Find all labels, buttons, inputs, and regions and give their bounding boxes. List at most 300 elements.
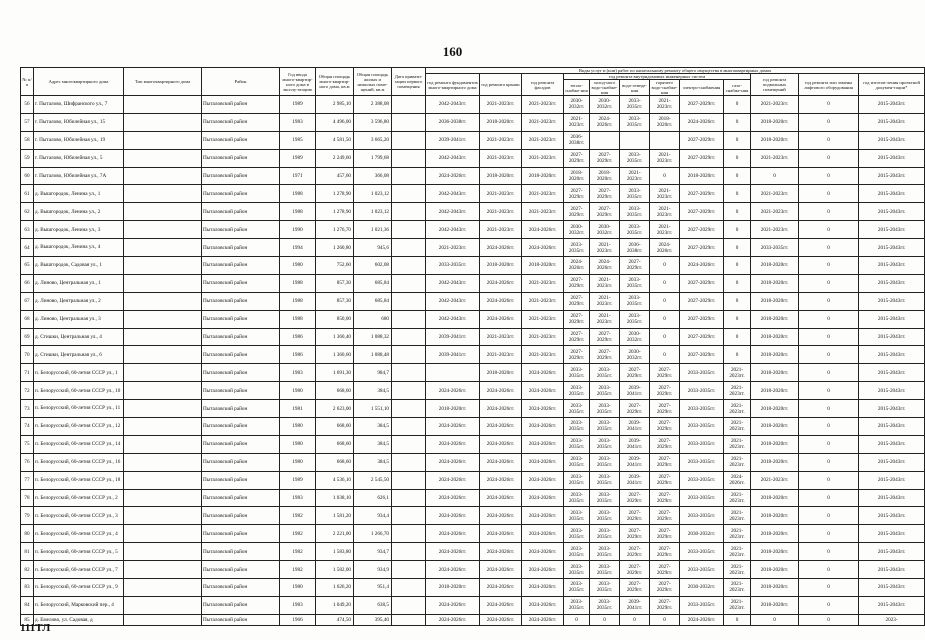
cell-year: 1983 <box>280 113 316 131</box>
cell-num: 79 <box>21 507 34 525</box>
cell-num: 70 <box>21 346 34 364</box>
cell-roof: 2024-2026гг. <box>480 274 522 292</box>
cell-foundation: 2024-2026гг. <box>426 167 480 185</box>
cell-basement: 2021-2023гг. <box>751 185 799 203</box>
cell-living-area: 638,5 <box>354 596 392 614</box>
cell-facade: 2021-2023гг. <box>522 203 564 221</box>
cell-type <box>124 346 202 364</box>
cell-heating: 2033-2035гг. <box>564 579 590 597</box>
cell-cold-water: 2021-2023гг. <box>590 239 620 257</box>
cell-heating: 2027-2029гг. <box>564 346 590 364</box>
cell-privatization <box>392 328 426 346</box>
cell-roof: 2024-2026гг. <box>480 310 522 328</box>
cell-cold-water: 2021-2023гг. <box>590 292 620 310</box>
header-living-area: Общая площадь жилых и нежилых поме-щений, кв.м <box>354 68 392 96</box>
cell-design-docs: 2015-2043гг. <box>859 364 925 382</box>
cell-living-area: 934,9 <box>354 561 392 579</box>
cell-type <box>124 274 202 292</box>
cell-cold-water: 2027-2029гг. <box>590 203 620 221</box>
cell-gas: 0 <box>724 221 751 239</box>
cell-hot-water: 0 <box>650 274 680 292</box>
cell-address: г. Пыталово, Шифранского ул., 7 <box>34 96 124 114</box>
cell-type <box>124 203 202 221</box>
cell-cold-water: 2033-2035гг. <box>590 596 620 614</box>
cell-year: 1986 <box>280 346 316 364</box>
cell-heating: 2021-2023гг. <box>564 113 590 131</box>
cell-living-area: 384,5 <box>354 435 392 453</box>
cell-heating: 2033-2035гг. <box>564 596 590 614</box>
cell-elevator: 0 <box>799 149 859 167</box>
cell-total-area: 1 260,80 <box>316 239 354 257</box>
cell-elevator: 0 <box>799 274 859 292</box>
header-design-docs: год изготов-ления проектной докумен-тации* <box>859 74 925 96</box>
cell-facade: 2021-2023гг. <box>522 310 564 328</box>
table-row <box>21 400 925 418</box>
table-row <box>21 525 925 543</box>
cell-address: п. Белорусский, Марковский пер., 4 <box>34 596 124 614</box>
cell-basement: 2018-2020гг. <box>751 579 799 597</box>
cell-type <box>124 167 202 185</box>
cell-living-area: 1 266,70 <box>354 525 392 543</box>
cell-hot-water: 2021-2023гг. <box>650 96 680 114</box>
cell-roof: 2024-2026гг. <box>480 400 522 418</box>
cell-district: Пыталовский район <box>202 453 280 471</box>
cell-district: Пыталовский район <box>202 185 280 203</box>
cell-electric: 2033-2035гг. <box>680 418 724 436</box>
cell-hot-water: 2027-2029гг. <box>650 489 680 507</box>
cell-design-docs: 2015-2043гг. <box>859 435 925 453</box>
table-row <box>21 239 925 257</box>
cell-address: г. Пыталово, Юбилейная ул., 15 <box>34 113 124 131</box>
cell-address: п. Белорусский, 60-летия СССР ул., 11 <box>34 400 124 418</box>
cell-electric: 2030-2032гг. <box>680 579 724 597</box>
cell-gas: 0 <box>724 131 751 149</box>
cell-foundation: 2042-2043гг. <box>426 292 480 310</box>
cell-design-docs: 2015-2043гг. <box>859 382 925 400</box>
cell-privatization <box>392 131 426 149</box>
cell-elevator: 0 <box>799 614 859 625</box>
cell-address: д. Стишки, Центральная ул., 4 <box>34 328 124 346</box>
cell-facade: 2021-2023гг. <box>522 328 564 346</box>
cell-sewer: 2033-2035гг. <box>620 203 650 221</box>
table-row <box>21 543 925 561</box>
cell-facade: 2024-2026гг. <box>522 614 564 625</box>
cell-electric: 2027-2029гг. <box>680 221 724 239</box>
cell-total-area: 1 582,00 <box>316 561 354 579</box>
cell-electric: 2033-2035гг. <box>680 561 724 579</box>
cell-facade: 2024-2026гг. <box>522 543 564 561</box>
cell-basement: 2018-2020гг. <box>751 328 799 346</box>
cell-district: Пыталовский район <box>202 221 280 239</box>
cell-year: 1988 <box>280 203 316 221</box>
cell-gas: 2021-2023гг. <box>724 579 751 597</box>
cell-roof: 2021-2023гг. <box>480 221 522 239</box>
cell-total-area: 857,30 <box>316 274 354 292</box>
cell-district: Пыталовский район <box>202 614 280 625</box>
cell-sewer: 2027-2029гг. <box>620 400 650 418</box>
cell-living-area: 1 023,12 <box>354 203 392 221</box>
cell-living-area: 1 799,68 <box>354 149 392 167</box>
cell-total-area: 1 360,40 <box>316 328 354 346</box>
cell-electric: 2018-2020гг. <box>680 167 724 185</box>
cell-living-area: 395,40 <box>354 614 392 625</box>
cell-hot-water: 2021-2023гг. <box>650 149 680 167</box>
cell-total-area: 668,60 <box>316 435 354 453</box>
cell-gas: 0 <box>724 149 751 167</box>
cell-foundation: 2042-2043гг. <box>426 96 480 114</box>
cell-year: 1989 <box>280 149 316 167</box>
cell-basement: 2018-2020гг. <box>751 435 799 453</box>
cell-type <box>124 131 202 149</box>
cell-electric: 2024-2026гг. <box>680 113 724 131</box>
cell-address: п. Белорусский, 60-летия СССР ул., 1 <box>34 364 124 382</box>
cell-basement: 2018-2020гг. <box>751 489 799 507</box>
cell-sewer: 2039-2041гг. <box>620 382 650 400</box>
cell-facade: 2021-2023гг. <box>522 274 564 292</box>
cell-basement: 2021-2023гг. <box>751 96 799 114</box>
cell-facade: 2018-2020гг. <box>522 167 564 185</box>
cell-basement: 0 <box>751 167 799 185</box>
cell-address: п. Белорусский, 60-летия СССР ул., 5 <box>34 543 124 561</box>
cell-living-area: 602,08 <box>354 257 392 275</box>
cell-electric: 2024-2026гг. <box>680 257 724 275</box>
cell-heating: 2033-2035гг. <box>564 435 590 453</box>
cell-sewer: 2027-2029гг. <box>620 543 650 561</box>
table-row <box>21 435 925 453</box>
cell-cold-water: 2033-2035гг. <box>590 525 620 543</box>
cell-hot-water: 2027-2029гг. <box>650 579 680 597</box>
cell-design-docs: 2015-2043гг. <box>859 579 925 597</box>
cell-year: 1983 <box>280 596 316 614</box>
cell-foundation: 2024-2026гг. <box>426 418 480 436</box>
cell-foundation: 2024-2026гг. <box>426 525 480 543</box>
cell-roof: 2021-2023гг. <box>480 346 522 364</box>
header-gas: газо-снабже-ния <box>724 80 751 96</box>
cell-district: Пыталовский район <box>202 167 280 185</box>
cell-gas: 0 <box>724 203 751 221</box>
table-row <box>21 113 925 131</box>
cell-privatization <box>392 525 426 543</box>
cell-elevator: 0 <box>799 131 859 149</box>
cell-cold-water: 2027-2029гг. <box>590 346 620 364</box>
cell-foundation: 2024-2026гг. <box>426 489 480 507</box>
cell-foundation: 2024-2026гг. <box>426 453 480 471</box>
cell-district: Пыталовский район <box>202 257 280 275</box>
cell-year: 1989 <box>280 96 316 114</box>
header-privatization: Дата привати-зации первого помещения <box>392 68 426 96</box>
cell-total-area: 474,50 <box>316 614 354 625</box>
cell-address: г. Пыталово, Юбилейная ул., 19 <box>34 131 124 149</box>
cell-district: Пыталовский район <box>202 239 280 257</box>
cell-district: Пыталовский район <box>202 435 280 453</box>
cell-gas: 2021-2023гг. <box>724 489 751 507</box>
cell-basement: 2018-2020гг. <box>751 382 799 400</box>
cell-total-area: 1 626,20 <box>316 579 354 597</box>
cell-total-area: 2 221,00 <box>316 525 354 543</box>
cell-total-area: 4 581,50 <box>316 131 354 149</box>
cell-num: 71 <box>21 364 34 382</box>
cell-living-area: 2 388,08 <box>354 96 392 114</box>
cell-heating: 2027-2029гг. <box>564 203 590 221</box>
cell-sewer: 2027-2029гг. <box>620 579 650 597</box>
table-row <box>21 292 925 310</box>
cell-privatization <box>392 614 426 625</box>
cell-roof: 2024-2026гг. <box>480 453 522 471</box>
cell-num: 58 <box>21 131 34 149</box>
cell-foundation: 2018-2020гг. <box>426 579 480 597</box>
cell-year: 1980 <box>280 418 316 436</box>
cell-roof: 2024-2026гг. <box>480 507 522 525</box>
cell-district: Пыталовский район <box>202 346 280 364</box>
cell-sewer: 2021-2023гг. <box>620 167 650 185</box>
cell-address: п. Белорусский, 60-летия СССР ул., 18 <box>34 471 124 489</box>
cell-foundation: 2024-2026гг. <box>426 543 480 561</box>
cell-hot-water: 0 <box>650 292 680 310</box>
cell-foundation: 2042-2043гг. <box>426 185 480 203</box>
cell-privatization <box>392 239 426 257</box>
cell-hot-water: 2027-2029гг. <box>650 543 680 561</box>
cell-num: 80 <box>21 525 34 543</box>
cell-num: 56 <box>21 96 34 114</box>
cell-num: 61 <box>21 185 34 203</box>
cell-num: 83 <box>21 579 34 597</box>
cell-cold-water: 2024-2026гг. <box>590 257 620 275</box>
table-row <box>21 382 925 400</box>
cell-heating: 2033-2035гг. <box>564 507 590 525</box>
cell-num: 68 <box>21 310 34 328</box>
cell-year: 1981 <box>280 400 316 418</box>
cell-electric: 2027-2029гг. <box>680 292 724 310</box>
cell-sewer: 2033-2035гг. <box>620 310 650 328</box>
cell-address: п. Белорусский, 60-летия СССР ул., 3 <box>34 507 124 525</box>
table-row <box>21 131 925 149</box>
cell-cold-water: 2018-2020гг. <box>590 167 620 185</box>
cell-facade: 2024-2026гг. <box>522 453 564 471</box>
cell-hot-water: 2027-2029гг. <box>650 418 680 436</box>
table-row <box>21 453 925 471</box>
cell-sewer: 2033-2035гг. <box>620 292 650 310</box>
cell-total-area: 2 985,10 <box>316 96 354 114</box>
cell-heating: 2027-2029гг. <box>564 292 590 310</box>
cell-heating: 0 <box>564 614 590 625</box>
header-utilities-group: год ремонта внутридомовых инженерных систем <box>564 74 751 80</box>
cell-hot-water: 2027-2029гг. <box>650 471 680 489</box>
cell-year: 1982 <box>280 561 316 579</box>
cell-design-docs: 2015-2043гг. <box>859 292 925 310</box>
cell-privatization <box>392 596 426 614</box>
table-row <box>21 257 925 275</box>
cell-gas: 2021-2023гг. <box>724 543 751 561</box>
cell-electric: 2027-2029гг. <box>680 203 724 221</box>
cell-num: 73 <box>21 400 34 418</box>
cell-num: 81 <box>21 543 34 561</box>
cell-cold-water: 2027-2029гг. <box>590 328 620 346</box>
cell-basement: 2018-2020гг. <box>751 453 799 471</box>
cell-foundation: 2033-2035гг. <box>426 257 480 275</box>
cell-privatization <box>392 418 426 436</box>
cell-sewer: 2030-2032гг. <box>620 346 650 364</box>
cell-num: 67 <box>21 292 34 310</box>
cell-roof: 2024-2026гг. <box>480 614 522 625</box>
cell-total-area: 668,60 <box>316 453 354 471</box>
cell-type <box>124 292 202 310</box>
cell-total-area: 1 360,60 <box>316 346 354 364</box>
cell-basement: 2018-2020гг. <box>751 131 799 149</box>
cell-facade: 2024-2026гг. <box>522 400 564 418</box>
header-heating: тепло-снабже-ния <box>564 80 590 96</box>
cell-living-area: 934,4 <box>354 507 392 525</box>
cell-num: 85 <box>21 614 34 625</box>
cell-foundation: 2036-2038гг. <box>426 113 480 131</box>
cell-cold-water: 2033-2035гг. <box>590 543 620 561</box>
cell-type <box>124 221 202 239</box>
cell-district: Пыталовский район <box>202 274 280 292</box>
cell-living-area: 384,5 <box>354 382 392 400</box>
cell-roof: 2018-2020гг. <box>480 167 522 185</box>
cell-district: Пыталовский район <box>202 596 280 614</box>
cell-roof: 2024-2026гг. <box>480 525 522 543</box>
cell-design-docs: 2015-2043гг. <box>859 310 925 328</box>
cell-privatization <box>392 489 426 507</box>
cell-district: Пыталовский район <box>202 292 280 310</box>
cell-elevator: 0 <box>799 221 859 239</box>
cell-gas: 0 <box>724 239 751 257</box>
cell-total-area: 1 581,20 <box>316 507 354 525</box>
cell-privatization <box>392 149 426 167</box>
cell-year: 1982 <box>280 543 316 561</box>
cell-elevator: 0 <box>799 167 859 185</box>
cell-address: д. Вышгородок, Ленина ул., 1 <box>34 185 124 203</box>
cell-year: 1988 <box>280 310 316 328</box>
cell-electric: 2033-2035гг. <box>680 596 724 614</box>
table-row <box>21 418 925 436</box>
cell-roof: 2024-2026гг. <box>480 239 522 257</box>
cell-sewer: 2033-2035гг. <box>620 221 650 239</box>
cell-year: 1966 <box>280 614 316 625</box>
page-number: 160 <box>442 44 463 59</box>
header-foundation: год ремонта фундаментов много-квартирного дома <box>426 74 480 96</box>
cell-gas: 0 <box>724 167 751 185</box>
cell-cold-water: 2033-2035гг. <box>590 471 620 489</box>
cell-cold-water: 2033-2035гг. <box>590 507 620 525</box>
cell-facade: 2021-2023гг. <box>522 96 564 114</box>
footer-code: 111ТЛ <box>20 622 51 634</box>
cell-facade: 2024-2026гг. <box>522 435 564 453</box>
cell-cold-water: 2027-2029гг. <box>590 149 620 167</box>
cell-electric: 2033-2035гг. <box>680 435 724 453</box>
cell-district: Пыталовский район <box>202 418 280 436</box>
cell-elevator: 0 <box>799 507 859 525</box>
cell-year: 1988 <box>280 274 316 292</box>
cell-elevator: 0 <box>799 292 859 310</box>
table-row <box>21 561 925 579</box>
cell-heating: 2018-2020гг. <box>564 167 590 185</box>
table-row <box>21 96 925 114</box>
cell-num: 72 <box>21 382 34 400</box>
cell-design-docs: 2015-2043гг. <box>859 149 925 167</box>
cell-type <box>124 579 202 597</box>
header-hot-water: горячего водо-снабже-ния <box>650 80 680 96</box>
cell-address: д. Вышгородок, Садовая ул., 1 <box>34 257 124 275</box>
cell-design-docs: 2015-2043гг. <box>859 596 925 614</box>
cell-type <box>124 507 202 525</box>
cell-sewer: 2039-2041гг. <box>620 418 650 436</box>
cell-year: 1971 <box>280 167 316 185</box>
cell-cold-water: 2033-2035гг. <box>590 382 620 400</box>
cell-elevator: 0 <box>799 96 859 114</box>
cell-elevator: 0 <box>799 203 859 221</box>
cell-roof: 2021-2023гг. <box>480 185 522 203</box>
cell-district: Пыталовский район <box>202 471 280 489</box>
cell-total-area: 1 049,20 <box>316 596 354 614</box>
cell-gas: 2021-2023гг. <box>724 400 751 418</box>
cell-privatization <box>392 453 426 471</box>
cell-total-area: 4 536,10 <box>316 471 354 489</box>
cell-cold-water: 0 <box>590 614 620 625</box>
cell-gas: 2021-2023гг. <box>724 435 751 453</box>
cell-cold-water: 2033-2035гг. <box>590 418 620 436</box>
cell-sewer: 2039-2041гг. <box>620 435 650 453</box>
header-type: Тип многоквартирного дома <box>124 68 202 96</box>
cell-year: 1982 <box>280 507 316 525</box>
cell-basement: 2021-2023гг. <box>751 149 799 167</box>
cell-type <box>124 471 202 489</box>
cell-facade: 2024-2026гг. <box>522 507 564 525</box>
cell-sewer: 2036-2038гг. <box>620 239 650 257</box>
cell-hot-water: 2027-2029гг. <box>650 596 680 614</box>
cell-privatization <box>392 203 426 221</box>
cell-basement: 2021-2023гг. <box>751 203 799 221</box>
cell-hot-water: 2021-2023гг. <box>650 203 680 221</box>
cell-sewer: 2033-2035гг. <box>620 149 650 167</box>
cell-gas: 0 <box>724 346 751 364</box>
cell-year: 1980 <box>280 382 316 400</box>
cell-elevator: 0 <box>799 257 859 275</box>
cell-address: д. Линово, Центральная ул., 2 <box>34 292 124 310</box>
cell-address: д. Вышгородок, Ленина ул., 4 <box>34 239 124 257</box>
cell-total-area: 1 038,10 <box>316 489 354 507</box>
cell-hot-water: 2027-2029гг. <box>650 435 680 453</box>
cell-foundation: 2039-2041гг. <box>426 131 480 149</box>
cell-total-area: 857,30 <box>316 292 354 310</box>
cell-type <box>124 596 202 614</box>
cell-gas: 0 <box>724 113 751 131</box>
cell-sewer: 2039-2041гг. <box>620 471 650 489</box>
cell-hot-water: 0 <box>650 614 680 625</box>
cell-district: Пыталовский район <box>202 113 280 131</box>
cell-year: 1983 <box>280 489 316 507</box>
cell-foundation: 2018-2020гг. <box>426 400 480 418</box>
cell-electric: 2027-2029гг. <box>680 96 724 114</box>
cell-total-area: 1 278,90 <box>316 185 354 203</box>
cell-basement: 2018-2020гг. <box>751 346 799 364</box>
cell-num: 66 <box>21 274 34 292</box>
header-basement: год ремонта подвальных помещений <box>751 74 799 96</box>
cell-electric: 2027-2029гг. <box>680 185 724 203</box>
cell-electric: 2030-2032гг. <box>680 525 724 543</box>
cell-basement: 2021-2023гг. <box>751 471 799 489</box>
cell-gas: 0 <box>724 96 751 114</box>
cell-facade: 2024-2026гг. <box>522 579 564 597</box>
cell-privatization <box>392 561 426 579</box>
cell-foundation: 2024-2026гг. <box>426 507 480 525</box>
cell-address: д. Вышгородок, Ленина ул., 2 <box>34 203 124 221</box>
cell-address: д. Емелово, ул. Садовая, д <box>34 614 124 625</box>
header-cold-water: холод-ного водо-снабже-ния <box>590 80 620 96</box>
cell-cold-water: 2033-2035гг. <box>590 453 620 471</box>
cell-heating: 2027-2029гг. <box>564 310 590 328</box>
cell-num: 69 <box>21 328 34 346</box>
